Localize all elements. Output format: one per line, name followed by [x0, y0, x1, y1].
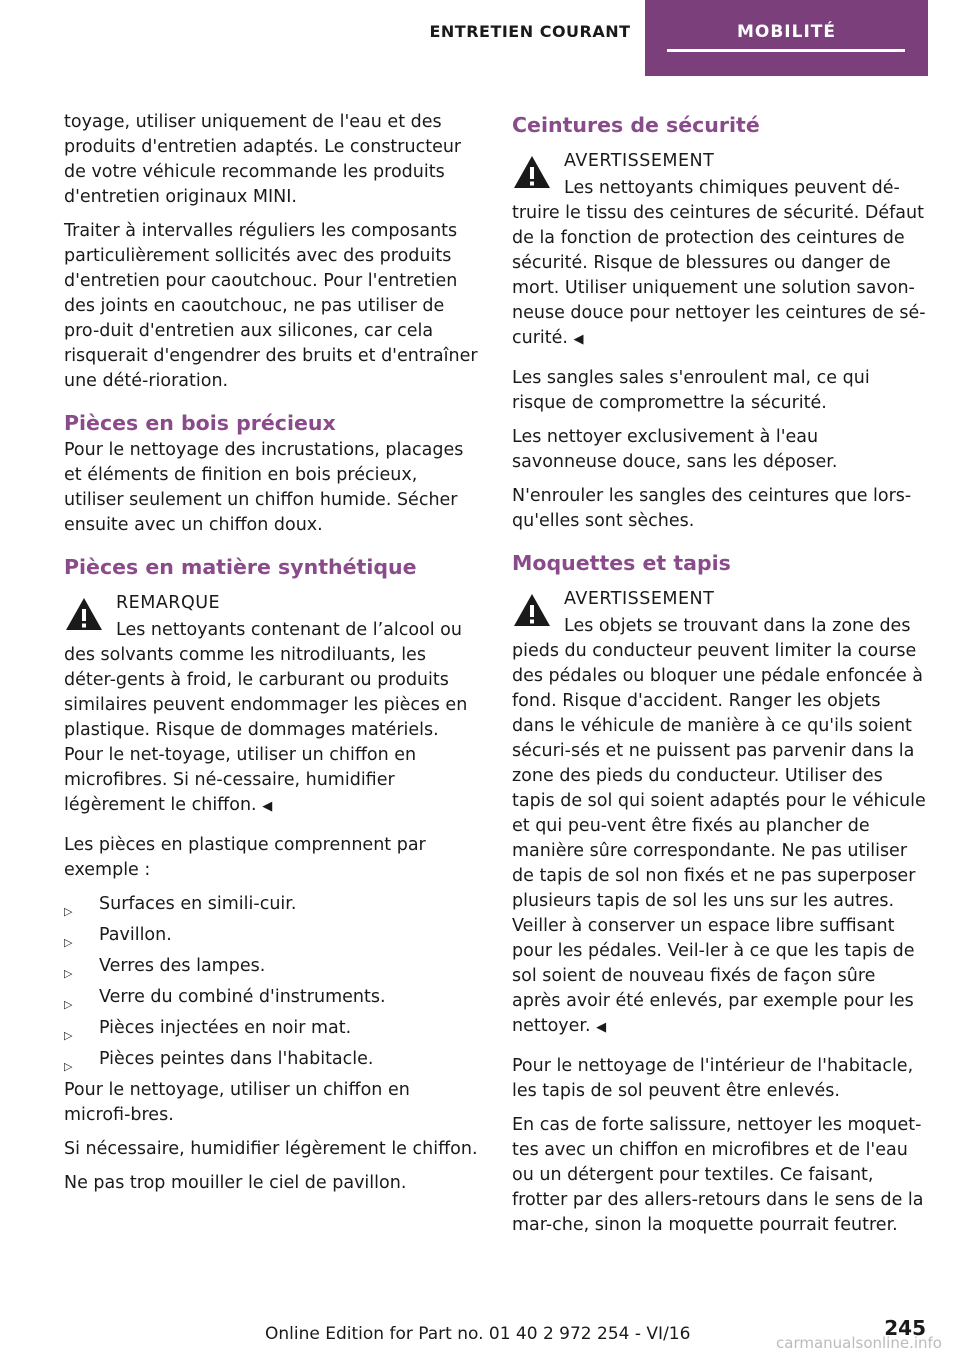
right-column — [512, 110, 928, 1247]
notice-block — [64, 590, 479, 819]
heading-wood-parts: Pièces en bois précieux — [64, 411, 336, 435]
list-item: ▷ Pièces peintes dans l'habitacle. — [64, 1047, 479, 1072]
paragraph: Si nécessaire, humidifier légèrement le chiffon. — [64, 1139, 478, 1159]
chapter-tab-label: MOBILITÉ — [736, 22, 837, 42]
page-number: 245 — [884, 1316, 926, 1340]
heading-plastic-parts: Pièces en matière synthétique — [64, 555, 417, 579]
bullet-triangle-icon: ▷ — [64, 1029, 73, 1042]
list-item: ▷ Verres des lampes. — [64, 954, 479, 979]
bullet-list — [64, 892, 479, 1072]
paragraph: toyage, utiliser uniquement de l'eau et des produits d'entretien adaptés. Le constructeur de votre véhicule recommande les produits d'entretien originaux MINI. — [64, 112, 462, 207]
paragraph: Les nettoyer exclusivement à l'eau savonneuse douce, sans les déposer. — [512, 427, 838, 472]
paragraph: Pour le nettoyage, utiliser un chiffon en microfi-bres. — [64, 1080, 410, 1125]
paragraph: Pour le nettoyage de l'intérieur de l'habitacle, les tapis de sol peuvent être enlevés. — [512, 1056, 914, 1101]
end-mark-icon: ◀ — [573, 332, 584, 347]
warning-body: Les nettoyants chimiques peuvent dé-truire le tissu des ceintures de sécurité. Défaut de la fonction de protection des ceintures de sécurité. Risque de blessures ou danger de mort. Utiliser uniquement une solution savon-neuse douce pour nettoyer les ceintures de sé-curité. ◀ — [512, 178, 926, 348]
paragraph: Ne pas trop mouiller le ciel de pavillon. — [64, 1173, 407, 1193]
list-item: ▷ Pavillon. — [64, 923, 479, 948]
bullet-triangle-icon: ▷ — [64, 1060, 73, 1073]
paragraph: Les sangles sales s'enroulent mal, ce qui risque de compromettre la sécurité. — [512, 368, 870, 413]
paragraph: Les pièces en plastique comprennent par exemple : — [64, 835, 426, 880]
bullet-triangle-icon: ▷ — [64, 905, 73, 918]
warning-triangle-icon — [512, 154, 552, 190]
left-column — [64, 110, 479, 1205]
paragraph: En cas de forte salissure, nettoyer les moquet-tes avec un chiffon en microfibres et de l'eau ou un détergent pour textiles. Ce faisant, frotter par des allers-retours dans le sens de la mar-che, sinon la moquette pourrait feutrer. — [512, 1115, 924, 1235]
list-item: ▷ Pièces injectées en noir mat. — [64, 1016, 479, 1041]
end-mark-icon: ◀ — [262, 799, 273, 814]
chapter-tab — [645, 0, 928, 76]
warning-triangle-icon — [64, 596, 104, 632]
warning-title: AVERTISSEMENT — [564, 151, 715, 171]
page-footer — [0, 1316, 960, 1352]
bullet-triangle-icon: ▷ — [64, 967, 73, 980]
warning-block — [512, 148, 928, 352]
paragraph: Traiter à intervalles réguliers les composants particulièrement sollicités avec des produits d'entretien pour caoutchouc. Pour l'entretien des joints en caoutchouc, ne pas utiliser de pro-duit d'entretien aux silicones, car cela risquerait d'engendrer des bruits et d'entraîner une dété-rioration. — [64, 221, 478, 391]
paragraph: N'enrouler les sangles des ceintures que lors-qu'elles sont sèches. — [512, 486, 912, 531]
warning-triangle-icon — [512, 592, 552, 628]
heading-carpets: Moquettes et tapis — [512, 551, 731, 575]
notice-body: Les nettoyants contenant de l’alcool ou des solvants comme les nitrodiluants, les déter-gents à froid, le carburant ou produits similaires peuvent endommager les pièces en plastique. Risque de dommages matériels. Pour le net-toyage, utiliser un chiffon en microfibres. Si né-cessaire, humidifier légèrement le chiffon. ◀ — [64, 620, 468, 815]
list-item: ▷ Verre du combiné d'instruments. — [64, 985, 479, 1010]
edition-note: Online Edition for Part no. 01 40 2 972 254 - VI/16 — [265, 1324, 691, 1344]
paragraph: Pour le nettoyage des incrustations, placages et éléments de finition en bois précieux, utiliser seulement un chiffon humide. Sécher ensuite avec un chiffon doux. — [64, 440, 464, 535]
heading-seat-belts: Ceintures de sécurité — [512, 113, 760, 137]
bullet-triangle-icon: ▷ — [64, 936, 73, 949]
watermark: carmanualsonline.info — [776, 1334, 942, 1352]
notice-title: REMARQUE — [116, 593, 221, 613]
end-mark-icon: ◀ — [596, 1020, 607, 1035]
section-title: ENTRETIEN COURANT — [429, 22, 631, 41]
bullet-triangle-icon: ▷ — [64, 998, 73, 1011]
warning-block — [512, 586, 928, 1040]
list-item: ▷ Surfaces en simili-cuir. — [64, 892, 479, 917]
warning-body: Les objets se trouvant dans la zone des pieds du conducteur peuvent limiter la course des pédales ou bloquer une pédale enfoncée à fond. Risque d'accident. Ranger les objets dans le véhicule de manière à ce qu'ils soient sécuri-sés et ne puissent pas parvenir dans la zone des pieds du conducteur. Utiliser des tapis de sol qui soient adaptés pour le véhicule et qui peu-vent être fixés au plancher de manière sûre correspondante. Ne pas utiliser de tapis de sol non fixés et ne pas superposer plusieurs tapis de sol les uns sur les autres. Veiller à conserver un espace libre suffisant pour les pédales. Veil-ler à ce que les tapis de sol soient de nouveau fixés de façon sûre après avoir été enlevés, par exemple pour les nettoyer. ◀ — [512, 616, 926, 1036]
warning-title: AVERTISSEMENT — [564, 589, 715, 609]
